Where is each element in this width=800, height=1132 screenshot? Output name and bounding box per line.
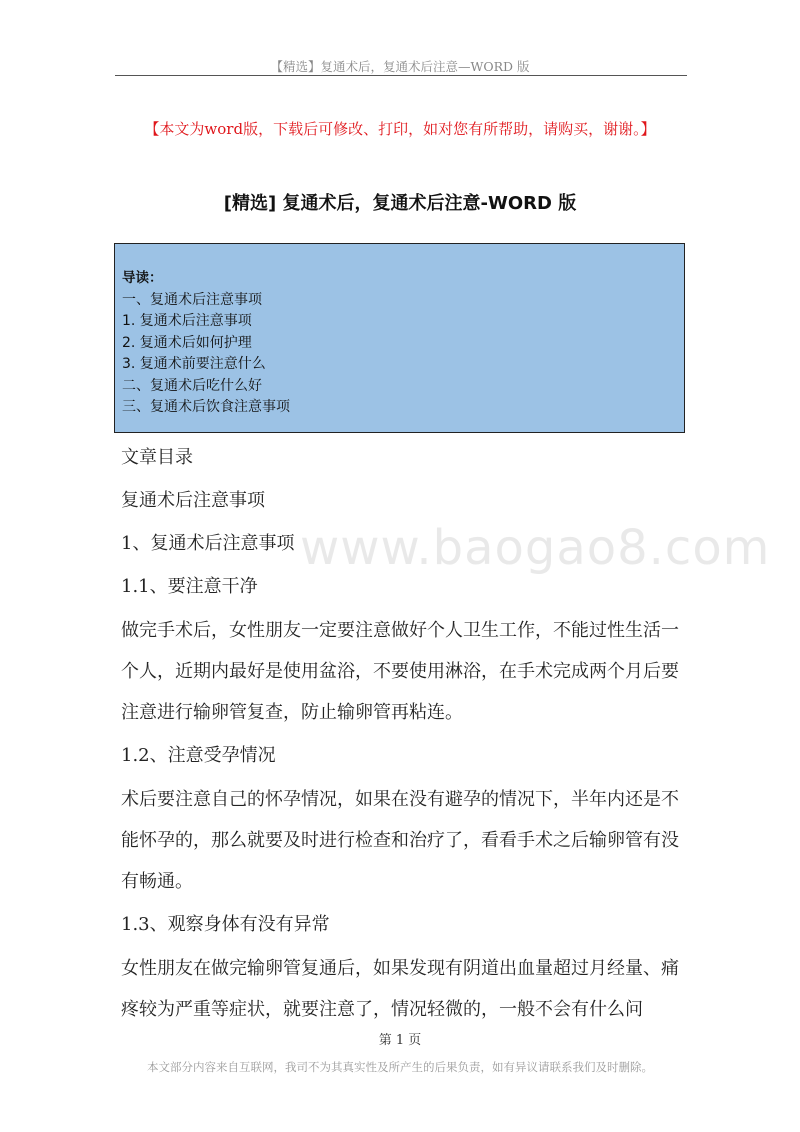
guide-label: 导读： xyxy=(122,270,163,286)
toc-label: 文章目录 xyxy=(121,447,193,468)
guide-item: 1. 复通术后注意事项 xyxy=(122,313,252,329)
guide-item: 一、复通术后注意事项 xyxy=(122,291,262,308)
paragraph-3: 女性朋友在做完输卵管复通后，如果发现有阴道出血量超过月经量、痛疼较为严重等症状，就要注意了，情况轻微的，一般不会有什么问 xyxy=(121,958,679,1020)
paragraph-2: 术后要注意自己的怀孕情况，如果在没有避孕的情况下，半年内还是不能怀孕的，那么就要及时进行检查和治疗了，看看手术之后输卵管有没有畅通。 xyxy=(121,789,679,892)
page-footer: 本文部分内容来自互联网，我司不为其真实性及所产生的后果负责，如有异议请联系我们及时删除。 xyxy=(147,1060,653,1074)
watermark: www.baogao8.com xyxy=(300,520,771,576)
section-title: 复通术后注意事项 xyxy=(121,490,265,511)
header-divider xyxy=(115,75,687,76)
page-number: 第 1 页 xyxy=(378,1033,422,1048)
document-body xyxy=(121,438,686,1033)
heading-1-3: 1.3、观察身体有没有异常 xyxy=(121,914,330,935)
guide-item: 三、复通术后饮食注意事项 xyxy=(122,399,290,415)
guide-item: 2. 复通术后如何护理 xyxy=(122,334,252,351)
heading-1: 1、复通术后注意事项 xyxy=(121,533,295,554)
page-header: 【精选】复通术后，复通术后注意—WORD 版 xyxy=(270,59,530,74)
purchase-notice: 【本文为word版，下载后可修改、打印，如对您有所帮助，请购买，谢谢。】 xyxy=(144,120,656,138)
paragraph-1: 做完手术后，女性朋友一定要注意做好个人卫生工作，不能过性生活一个人，近期内最好是使用盆浴，不要使用淋浴，在手术完成两个月后要注意进行输卵管复查，防止输卵管再粘连。 xyxy=(121,620,679,723)
guide-item: 3. 复通术前要注意什么 xyxy=(122,356,266,372)
guide-item: 二、复通术后吃什么好 xyxy=(122,377,262,394)
heading-1-2: 1.2、注意受孕情况 xyxy=(121,745,276,766)
document-title: [精选] 复通术后，复通术后注意-WORD 版 xyxy=(223,193,577,214)
guide-box xyxy=(114,243,685,433)
heading-1-1: 1.1、要注意干净 xyxy=(121,576,258,597)
